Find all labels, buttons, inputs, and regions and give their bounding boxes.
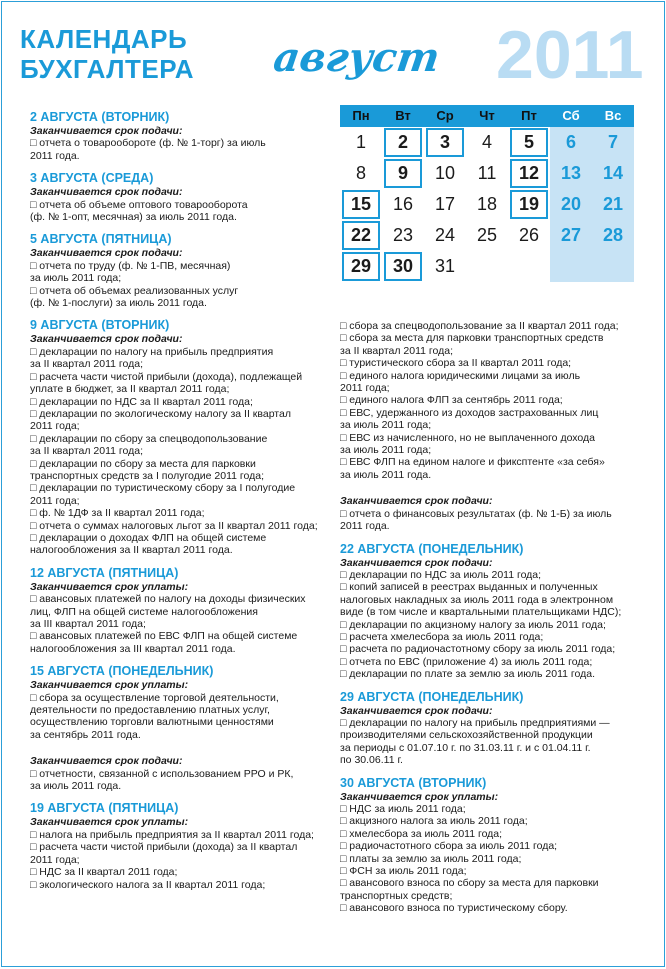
deadline-date-title: 29 АВГУСТА (ПОНЕДЕЛЬНИК) xyxy=(340,689,524,704)
deadline-section xyxy=(340,690,632,767)
deadline-item-line: □ платы за землю за июль 2011 года; xyxy=(340,852,522,865)
calendar-day: 31 xyxy=(434,256,456,276)
deadline-type-label: Заканчивается срок уплаты: xyxy=(30,679,189,692)
deadline-item-line: □ декларации по сбору за спецводопользование xyxy=(30,432,268,445)
deadline-date-title: 15 АВГУСТА (ПОНЕДЕЛЬНИК) xyxy=(30,664,214,679)
calendar-week xyxy=(340,189,634,220)
calendar-day: 18 xyxy=(476,194,498,214)
calendar-day xyxy=(466,251,508,282)
calendar-day: 15 xyxy=(340,189,382,220)
deadline-item-line: □ акцизного налога за июль 2011 года; xyxy=(340,815,528,828)
deadline-item-line: □ расчета части чистой прибыли (дохода) за II квартал xyxy=(30,841,298,854)
title-line-2: БУХГАЛТЕРА xyxy=(20,54,195,84)
deadline-item-line: □ авансового взноса по сбору за места для парковки xyxy=(340,877,599,890)
deadline-type-label: Заканчивается срок подачи: xyxy=(30,247,183,260)
calendar-day xyxy=(508,251,550,282)
calendar-week xyxy=(340,220,634,251)
deadline-item-line: за июль 2011 года; xyxy=(340,419,432,432)
calendar-day: 14 xyxy=(592,158,634,189)
deadline-date-title: 9 АВГУСТА (ВТОРНИК) xyxy=(30,318,170,333)
deadline-item-line: □ расчета хмелесбора за июль 2011 года; xyxy=(340,630,544,643)
deadline-item-line: 2011 года; xyxy=(340,382,390,395)
weekday-label: Чт xyxy=(479,108,495,123)
deadline-section xyxy=(340,542,632,681)
deadline-item-line: за II квартал 2011 года; xyxy=(30,358,143,371)
deadline-item-line: виде (в том числе и квартальными плательщиками НДС); xyxy=(340,606,622,619)
calendar-day: 8 xyxy=(355,163,366,183)
deadline-item-line: производителями сельскохозяйственной продукции xyxy=(340,729,593,742)
deadline-item-line: □ экологического налога за II квартал 2011 года; xyxy=(30,878,266,891)
deadline-item-line: за II квартал 2011 года; xyxy=(340,344,453,357)
deadline-type-label: Заканчивается срок подачи: xyxy=(30,125,183,137)
deadline-type-label: Заканчивается срок подачи: xyxy=(30,755,183,768)
deadline-item-line: 2011 года. xyxy=(30,149,80,162)
weekday-label: Вс xyxy=(592,105,634,127)
weekday-label: Пт xyxy=(521,108,537,123)
deadline-section xyxy=(30,664,330,792)
deadline-item-line: □ туристического сбора за II квартал 2011 года; xyxy=(340,357,572,370)
calendar-day: 25 xyxy=(476,225,498,245)
deadline-date-title: 12 АВГУСТА (ПЯТНИЦА) xyxy=(30,565,179,580)
deadline-item-line: осуществлению торговли валютными ценностями xyxy=(30,716,274,729)
calendar-day xyxy=(592,251,634,282)
deadline-date-title: 22 АВГУСТА (ПОНЕДЕЛЬНИК) xyxy=(340,541,524,556)
deadline-item-line: □ декларации по НДС за июль 2011 года; xyxy=(340,568,542,581)
deadline-item-line: □ сбора за спецводопользование за II квартал 2011 года; xyxy=(340,320,619,332)
deadline-item-line: за сентябрь 2011 года. xyxy=(30,728,141,741)
calendar-day: 28 xyxy=(592,220,634,251)
deadline-date-title: 2 АВГУСТА (ВТОРНИК) xyxy=(30,110,170,124)
deadline-section xyxy=(30,801,330,890)
deadline-item-line: □ ФСН за июль 2011 года; xyxy=(340,865,467,878)
deadline-item-line: □ отчета о финансовых результатах (ф. № 1-Б) за июль xyxy=(340,507,612,520)
deadline-item-line: □ отчета по ЕВС (приложение 4) за июль 2011 года; xyxy=(340,655,593,668)
deadline-type-label: Заканчивается срок подачи: xyxy=(30,333,183,346)
calendar-day: 3 xyxy=(424,127,466,158)
deadline-item-line: налогообложения за II квартал 2011 года. xyxy=(30,544,233,557)
deadline-item-line: налоговых накладных за июль 2011 года в электронном xyxy=(340,593,614,606)
deadline-item-line: □ НДС за июль 2011 года; xyxy=(340,803,466,815)
deadline-item-line: за июль 2011 года. xyxy=(30,780,122,793)
calendar-day: 19 xyxy=(508,189,550,220)
calendar-day: 6 xyxy=(550,127,592,158)
deadline-date-title: 5 АВГУСТА (ПЯТНИЦА) xyxy=(30,232,172,247)
deadline-item-line: □ НДС за II квартал 2011 года; xyxy=(30,866,178,879)
calendar-day: 9 xyxy=(382,158,424,189)
deadline-date-title: 3 АВГУСТА (СРЕДА) xyxy=(30,171,154,186)
deadline-section xyxy=(340,776,632,915)
weekday-header xyxy=(340,105,634,127)
deadline-section xyxy=(340,320,632,533)
deadline-item-line: □ отчета по труду (ф. № 1-ПВ, месячная) xyxy=(30,259,231,272)
deadline-item-line: по 30.06.11 г. xyxy=(340,754,403,767)
calendar-day: 20 xyxy=(550,189,592,220)
deadline-item-line: □ сбора за места для парковки транспортных средств xyxy=(340,332,604,345)
deadline-item-line: □ единого налога ФЛП за сентябрь 2011 года; xyxy=(340,394,563,407)
calendar-day: 4 xyxy=(481,132,492,152)
calendar-day: 29 xyxy=(340,251,382,282)
deadline-item-line: □ ЕВС, удержанного из доходов застрахованных лиц xyxy=(340,406,599,419)
weekday-label: Сб xyxy=(550,105,592,127)
deadline-item-line: □ отчетности, связанной с использованием РРО и РК, xyxy=(30,767,294,780)
calendar-week xyxy=(340,127,634,158)
calendar-day: 12 xyxy=(508,158,550,189)
calendar-day: 16 xyxy=(392,194,414,214)
left-column xyxy=(30,110,330,900)
calendar-day: 10 xyxy=(434,163,456,183)
deadline-item-line: □ декларации по налогу на прибыль предприятия xyxy=(30,345,274,358)
deadline-item-line: за III квартал 2011 года; xyxy=(30,618,146,630)
deadline-item-line: □ отчета о суммах налоговых льгот за II квартал 2011 года; xyxy=(30,519,318,532)
deadline-section xyxy=(30,232,330,309)
calendar-day: 24 xyxy=(434,225,456,245)
deadline-item-line: транспортных средств за I полугодие 2011 года; xyxy=(30,469,264,482)
deadline-item-line: □ радиочастотного сбора за июль 2011 года; xyxy=(340,840,558,853)
deadline-item-line: за июль 2011 года; xyxy=(340,444,432,457)
deadline-date-title: 19 АВГУСТА (ПЯТНИЦА) xyxy=(30,801,179,816)
calendar-day: 11 xyxy=(477,163,497,183)
calendar-page xyxy=(1,1,665,967)
calendar-day: 13 xyxy=(550,158,592,189)
deadline-item-line: за II квартал 2011 года; xyxy=(30,445,143,458)
month-calendar xyxy=(340,105,634,282)
deadline-type-label: Заканчивается срок уплаты: xyxy=(30,816,189,829)
deadline-item-line: □ ЕВС из начисленного, но не выплаченного дохода xyxy=(340,431,595,444)
deadline-item-line: □ отчета об объемах реализованных услуг xyxy=(30,284,239,297)
deadline-item-line: за июль 2011 года; xyxy=(30,272,122,285)
calendar-day: 21 xyxy=(592,189,634,220)
deadline-section xyxy=(30,566,330,655)
deadline-item-line: □ авансового взноса по туристическому сбору. xyxy=(340,902,568,915)
year-label: 2011 xyxy=(496,17,644,93)
deadline-item-line: □ расчета по радиочастотному сбору за июль 2011 года; xyxy=(340,643,616,656)
deadline-item-line: 2011 года; xyxy=(30,420,80,433)
calendar-day: 30 xyxy=(382,251,424,282)
deadline-item-line: □ авансовых платежей по налогу на доходы физических xyxy=(30,593,306,606)
deadline-item-line: деятельности по предоставлению платных услуг, xyxy=(30,704,270,717)
page-title xyxy=(20,24,194,84)
weekday-label: Пн xyxy=(352,108,370,123)
deadline-item-line: □ декларации по плате за землю за июль 2011 года. xyxy=(340,668,595,681)
calendar-day: 23 xyxy=(392,225,414,245)
calendar-day: 5 xyxy=(508,127,550,158)
deadline-item-line: налогообложения за III квартал 2011 года. xyxy=(30,642,236,655)
deadline-type-label: Заканчивается срок подачи: xyxy=(30,186,183,199)
deadline-item-line: □ отчета о товарообороте (ф. № 1-торг) за июль xyxy=(30,137,266,150)
deadline-type-label: Заканчивается срок подачи: xyxy=(340,495,493,508)
deadline-type-label: Заканчивается срок подачи: xyxy=(340,704,493,717)
deadline-section xyxy=(30,110,330,162)
deadline-item-line: за периоды с 01.07.10 г. по 31.03.11 г. и с 01.04.11 г. xyxy=(340,741,591,754)
deadline-section xyxy=(30,171,330,223)
deadline-item-line: (ф. № 1-послуги) за июль 2011 года. xyxy=(30,297,207,310)
calendar-day: 27 xyxy=(550,220,592,251)
calendar-day: 17 xyxy=(434,194,456,214)
right-column xyxy=(340,320,632,924)
deadline-item-line: 2011 года. xyxy=(340,520,390,533)
calendar-day: 22 xyxy=(340,220,382,251)
spacer xyxy=(340,481,632,495)
deadline-item-line: □ декларации по сбору за места для парковки xyxy=(30,457,256,470)
deadline-item-line: 2011 года; xyxy=(30,494,80,507)
deadline-item-line: □ сбора за осуществление торговой деятельности, xyxy=(30,691,279,704)
calendar-day xyxy=(550,251,592,282)
deadline-type-label: Заканчивается срок подачи: xyxy=(340,556,493,569)
deadline-item-line: □ декларации по туристическому сбору за I полугодие xyxy=(30,482,296,495)
deadline-item-line: транспортных средств; xyxy=(340,889,453,902)
deadline-item-line: □ ф. № 1ДФ за II квартал 2011 года; xyxy=(30,507,205,520)
calendar-week xyxy=(340,158,634,189)
calendar-day: 26 xyxy=(518,225,540,245)
deadline-date-title: 30 АВГУСТА (ВТОРНИК) xyxy=(340,775,487,790)
weekday-label: Вт xyxy=(395,108,411,123)
calendar-week xyxy=(340,251,634,282)
deadline-item-line: □ копий записей в реестрах выданных и полученных xyxy=(340,581,598,594)
calendar-day: 1 xyxy=(355,132,366,152)
deadline-item-line: □ отчета об объеме оптового товарооборота xyxy=(30,198,248,211)
deadline-item-line: □ декларации по НДС за II квартал 2011 года; xyxy=(30,395,253,408)
deadline-item-line: □ авансовых платежей по ЕВС ФЛП на общей системе xyxy=(30,630,298,643)
deadline-item-line: □ декларации о доходах ФЛП на общей системе xyxy=(30,531,267,544)
deadline-item-line: □ хмелесбора за июль 2011 года; xyxy=(340,827,503,840)
spacer xyxy=(30,741,330,755)
deadline-item-line: □ декларации по акцизному налогу за июль 2011 года; xyxy=(340,618,606,631)
deadline-item-line: 2011 года; xyxy=(30,853,80,866)
title-line-1: КАЛЕНДАРЬ xyxy=(20,24,188,54)
deadline-item-line: за июль 2011 года. xyxy=(340,468,432,481)
deadline-item-line: □ декларации по экологическому налогу за II квартал xyxy=(30,407,291,420)
deadline-item-line: □ единого налога юридическими лицами за июль xyxy=(340,369,581,382)
deadline-item-line: □ налога на прибыль предприятия за II квартал 2011 года; xyxy=(30,828,314,841)
calendar-day: 7 xyxy=(592,127,634,158)
deadline-item-line: □ расчета части чистой прибыли (дохода), подлежащей xyxy=(30,370,303,383)
deadline-item-line: (ф. № 1-опт, месячная) за июль 2011 года. xyxy=(30,211,237,224)
weekday-label: Ср xyxy=(436,108,454,123)
deadline-type-label: Заканчивается срок уплаты: xyxy=(30,580,189,593)
deadline-item-line: □ ЕВС ФЛП на едином налоге и фиксптенте «за себя» xyxy=(340,456,605,469)
deadline-item-line: □ декларации по налогу на прибыль предприятиями — xyxy=(340,716,610,729)
deadline-section xyxy=(30,318,330,556)
deadline-item-line: лиц, ФЛП на общей системе налогообложения xyxy=(30,605,258,618)
deadline-item-line: уплате в бюджет, за II квартал 2011 года; xyxy=(30,383,230,396)
deadline-type-label: Заканчивается срок уплаты: xyxy=(340,790,499,803)
month-label: август xyxy=(270,34,443,81)
calendar-day: 2 xyxy=(382,127,424,158)
